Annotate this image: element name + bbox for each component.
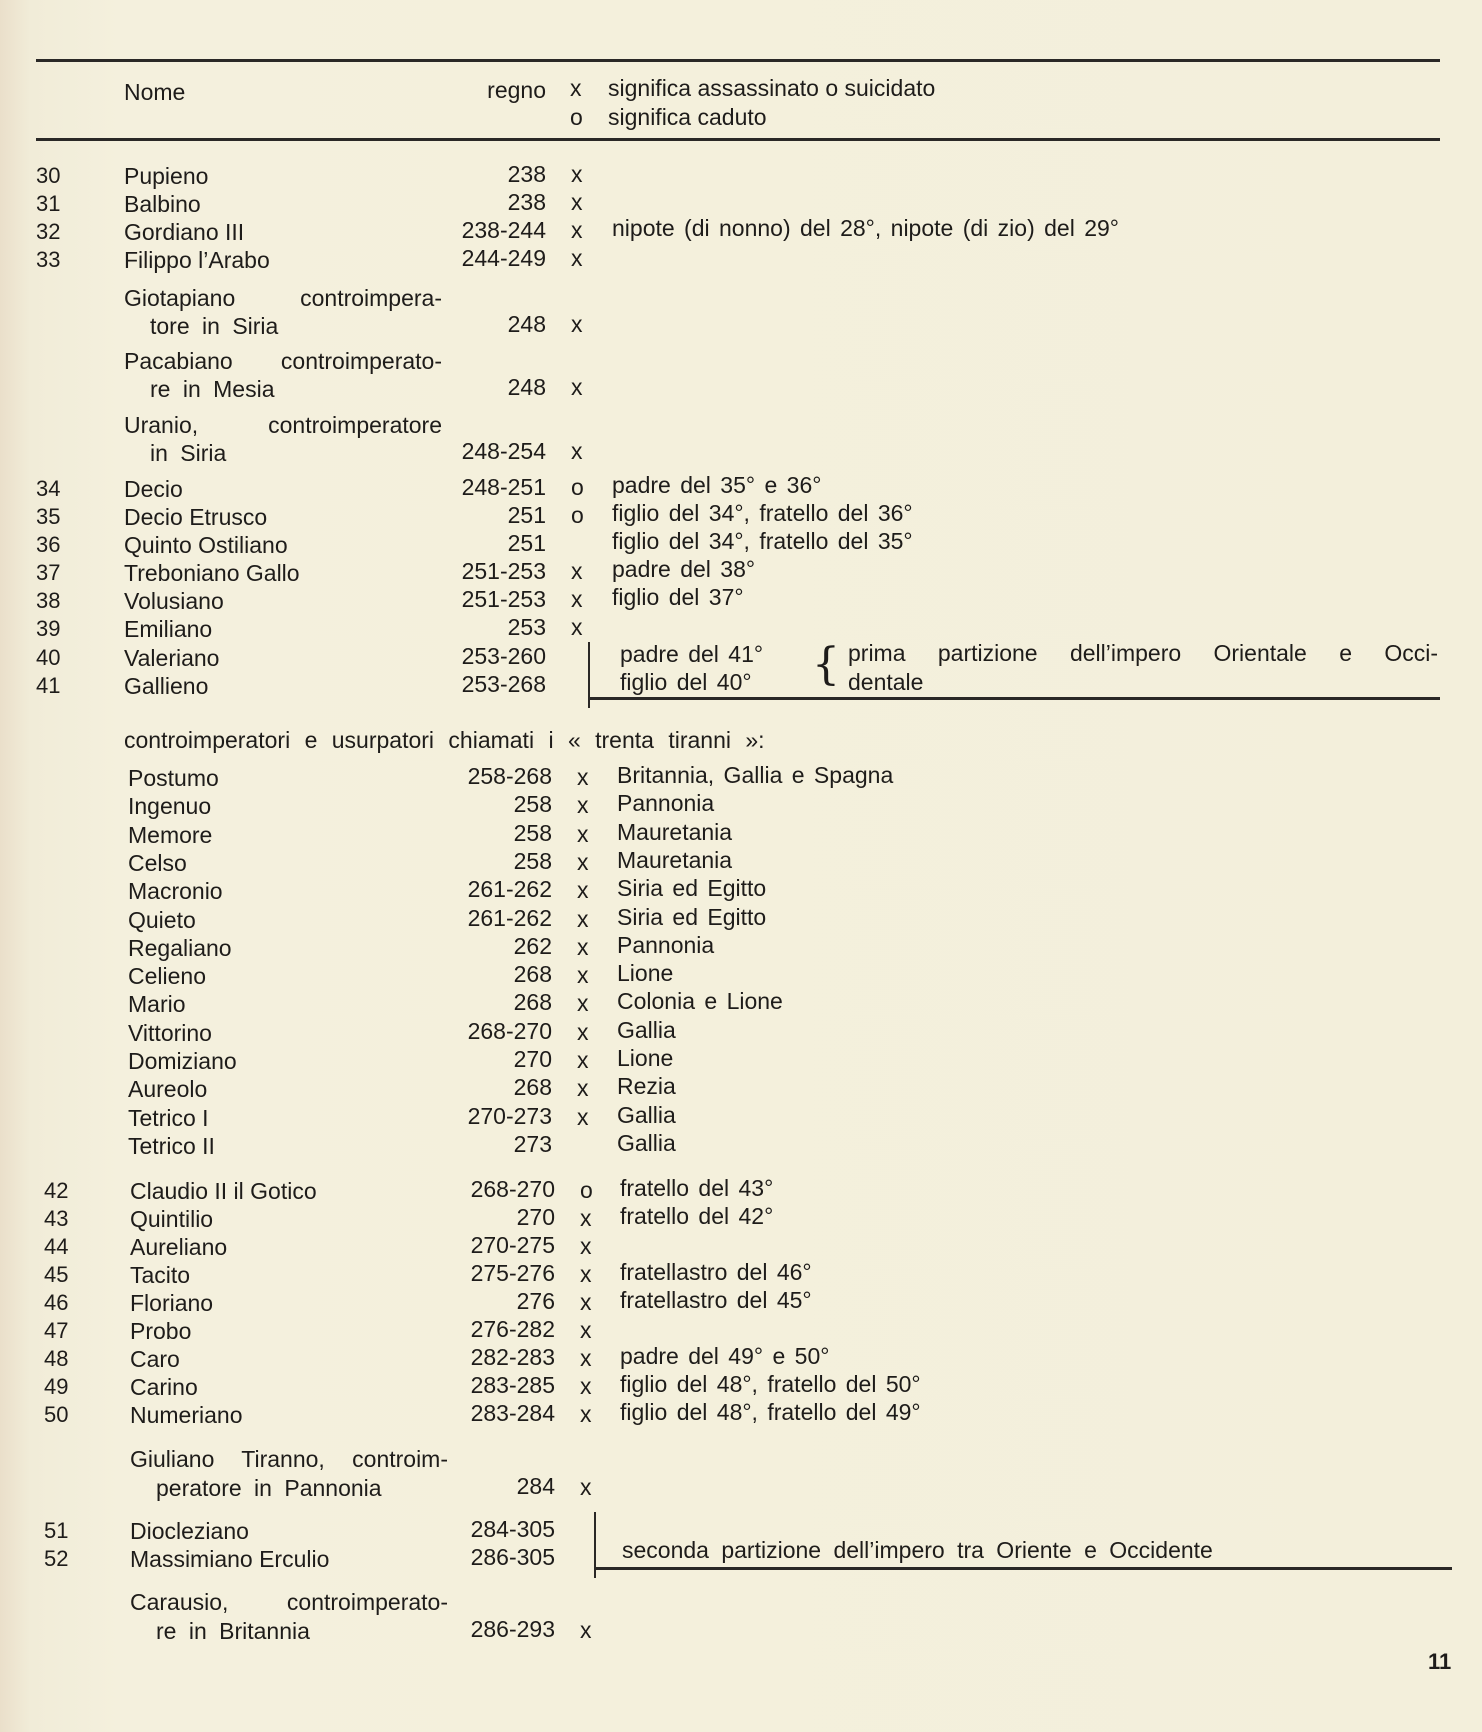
row-mark: x xyxy=(571,558,583,584)
row-mark: x xyxy=(571,217,583,243)
row-number: 39 xyxy=(36,616,61,641)
row-mark: x xyxy=(571,245,583,271)
tyrant-name: Memore xyxy=(128,821,213,848)
row-name-line-2: in Siria xyxy=(150,440,227,466)
partition-2-rule xyxy=(596,1567,1452,1570)
row-reign: 238 xyxy=(507,161,546,187)
row-reign: 251-253 xyxy=(461,558,546,584)
row-number: 34 xyxy=(36,476,61,501)
row-reign: 248 xyxy=(507,311,546,337)
tyrant-region: Mauretania xyxy=(617,818,733,845)
row-name: Decio Etrusco xyxy=(124,504,268,530)
tyrant-reign: 262 xyxy=(513,932,552,959)
row-name-line-1: Pacabiano controimperato- xyxy=(124,348,442,374)
partition-2-text: seconda partizione dell’impero tra Oriente e Occidente xyxy=(622,1537,1213,1563)
row-reign: 251 xyxy=(507,502,546,528)
row-reign: 248-254 xyxy=(461,438,546,464)
row-reign: 238-244 xyxy=(461,217,546,243)
header-name-column: Nome xyxy=(124,79,186,105)
row-reign: 244-249 xyxy=(461,245,546,271)
row-mark: x xyxy=(580,1289,592,1315)
row-name-line-2: peratore in Pannonia xyxy=(156,1475,382,1501)
row-mark: x xyxy=(571,189,583,215)
row-name: Massimiano Erculio xyxy=(130,1546,330,1572)
row-reign: 276 xyxy=(516,1288,555,1314)
row-note: figlio del 34°, fratello del 36° xyxy=(612,500,913,526)
row-name: Decio xyxy=(124,476,183,502)
row-name: Diocleziano xyxy=(130,1518,249,1544)
row-reign: 253 xyxy=(507,614,546,640)
tyrant-name: Tetrico II xyxy=(128,1132,215,1159)
row-name-line-1: Uranio, controimperatore xyxy=(124,412,442,438)
row-reign: 276-282 xyxy=(470,1316,555,1342)
tyrant-mark: x xyxy=(577,933,589,960)
tyrant-reign: 268-270 xyxy=(467,1017,552,1044)
row-name: Pupieno xyxy=(124,163,209,189)
tyrant-reign: 270 xyxy=(513,1046,552,1072)
page-number: 11 xyxy=(1428,1649,1452,1674)
row-name: Emiliano xyxy=(124,616,213,642)
tyrant-reign: 273 xyxy=(513,1130,552,1157)
row-mark: x xyxy=(580,1474,592,1500)
tyrant-region: Pannonia xyxy=(617,790,715,817)
row-note: nipote (di nonno) del 28°, nipote (di zio) del 29° xyxy=(612,215,1119,241)
legend-text-o: significa caduto xyxy=(608,104,767,130)
tyrant-mark: x xyxy=(577,848,589,875)
row-name: Volusiano xyxy=(124,588,224,614)
partition-1-line-1: prima partizione dell’impero Orientale e Occi- xyxy=(848,640,1438,666)
legend-text-x: significa assassinato o suicidato xyxy=(608,75,936,101)
row-name-line-2: re in Mesia xyxy=(150,376,275,402)
tyrant-mark: x xyxy=(577,1018,589,1045)
tyrant-mark: x xyxy=(577,962,589,989)
tyrant-region: Rezia xyxy=(617,1073,676,1100)
tyrant-region: Britannia, Gallia e Spagna xyxy=(617,762,894,788)
row-note: figlio del 37° xyxy=(612,584,744,610)
tyrant-name: Macronio xyxy=(128,878,223,905)
row-number: 33 xyxy=(36,247,61,272)
row-name-line-1: Giotapiano controimpera- xyxy=(124,285,442,311)
row-reign: 253-260 xyxy=(461,643,546,669)
row-number: 36 xyxy=(36,532,61,557)
row-mark: x xyxy=(580,1261,592,1287)
row-reign: 282-283 xyxy=(470,1344,555,1370)
row-number: 51 xyxy=(44,1518,69,1543)
row-mark: x xyxy=(580,1373,592,1399)
row-number: 52 xyxy=(44,1546,69,1571)
row-name-line-1: Giuliano Tiranno, controim- xyxy=(130,1446,448,1472)
row-mark: x xyxy=(580,1617,592,1643)
tyrant-reign: 258-268 xyxy=(467,763,552,789)
row-note: fratello del 42° xyxy=(620,1203,774,1229)
tyrant-name: Tetrico I xyxy=(128,1104,209,1131)
row-number: 30 xyxy=(36,163,61,188)
row-mark: o xyxy=(571,474,584,500)
row-number: 48 xyxy=(44,1346,69,1371)
tyrant-mark: x xyxy=(577,877,589,904)
row-name-line-2: tore in Siria xyxy=(150,313,279,339)
row-reign: 286-305 xyxy=(470,1544,555,1570)
tyrant-name: Regaliano xyxy=(128,934,232,961)
row-name: Balbino xyxy=(124,191,201,217)
row-mark: x xyxy=(580,1345,592,1371)
row-reign: 284 xyxy=(516,1473,555,1499)
row-number: 38 xyxy=(36,588,61,613)
row-mark: x xyxy=(571,374,583,400)
tyrant-name: Postumo xyxy=(128,765,219,791)
tyrant-reign: 268 xyxy=(513,1074,552,1101)
tyrant-region: Mauretania xyxy=(617,846,733,873)
row-number: 35 xyxy=(36,504,61,529)
tyrant-mark: x xyxy=(577,1075,589,1102)
row-reign: 286-293 xyxy=(470,1616,555,1642)
tyrant-reign: 261-262 xyxy=(467,904,552,931)
tyrant-name: Mario xyxy=(128,991,186,1018)
row-name: Tacito xyxy=(130,1262,191,1288)
tyrant-mark: x xyxy=(577,792,589,819)
tyrant-region: Siria ed Egitto xyxy=(617,875,767,902)
tyrant-region: Lione xyxy=(617,1045,674,1071)
tyrant-region: Lione xyxy=(617,960,674,987)
row-mark: x xyxy=(580,1317,592,1343)
row-name-line-1: Carausio, controimperato- xyxy=(130,1589,448,1615)
tyrant-region: Pannonia xyxy=(617,931,715,958)
tyrant-region: Gallia xyxy=(617,1016,676,1043)
row-name: Aureliano xyxy=(130,1234,228,1260)
tyrant-reign: 258 xyxy=(513,847,552,874)
row-name: Filippo l’Arabo xyxy=(124,247,270,273)
row-reign: 283-285 xyxy=(470,1372,555,1398)
row-reign: 238 xyxy=(507,189,546,215)
tyrant-mark: x xyxy=(577,764,589,790)
tyrant-reign: 258 xyxy=(513,819,552,846)
row-number: 46 xyxy=(44,1290,69,1315)
tyrant-name: Celieno xyxy=(128,963,206,990)
tyrant-mark: x xyxy=(577,1103,589,1130)
row-name: Floriano xyxy=(130,1290,214,1316)
tyrant-mark: x xyxy=(577,1047,589,1073)
row-reign: 253-268 xyxy=(461,671,546,697)
row-note: fratellastro del 45° xyxy=(620,1287,812,1313)
row-number: 40 xyxy=(36,645,61,670)
partition-1-rule xyxy=(588,697,1440,700)
row-name: Valeriano xyxy=(124,645,220,671)
row-mark: x xyxy=(571,614,583,640)
row-reign: 248-251 xyxy=(461,474,546,500)
tyrant-region: Gallia xyxy=(617,1101,676,1128)
row-name: Caro xyxy=(130,1346,180,1372)
row-note: padre del 49° e 50° xyxy=(620,1343,830,1369)
row-reign: 251-253 xyxy=(461,586,546,612)
row-note: figlio del 48°, fratello del 49° xyxy=(620,1399,921,1425)
tyrant-name: Quieto xyxy=(128,906,196,933)
row-number: 50 xyxy=(44,1402,69,1427)
tyrant-name: Celso xyxy=(128,849,187,876)
row-name: Probo xyxy=(130,1318,192,1344)
row-reign: 270-275 xyxy=(470,1232,555,1258)
row-reign: 283-284 xyxy=(470,1400,555,1426)
row-mark: x xyxy=(580,1205,592,1231)
row-reign: 275-276 xyxy=(470,1260,555,1286)
tyrant-reign: 258 xyxy=(513,791,552,818)
row-number: 42 xyxy=(44,1178,69,1203)
row-note: figlio del 40° xyxy=(620,669,752,695)
tyrants-heading: controimperatori e usurpatori chiamati i « trenta tiranni »: xyxy=(124,727,765,753)
row-note: padre del 41° xyxy=(620,641,764,667)
row-mark: x xyxy=(580,1233,592,1259)
row-note: fratello del 43° xyxy=(620,1175,774,1201)
tyrant-name: Ingenuo xyxy=(128,793,212,820)
tyrant-mark: x xyxy=(577,905,589,932)
tyrant-reign: 268 xyxy=(513,989,552,1016)
legend-mark-o: o xyxy=(570,104,583,130)
row-reign: 251 xyxy=(507,530,546,556)
tyrant-reign: 261-262 xyxy=(467,876,552,903)
row-name: Treboniano Gallo xyxy=(124,560,300,586)
row-mark: o xyxy=(571,502,584,528)
tyrant-name: Domiziano xyxy=(128,1048,237,1074)
row-mark: x xyxy=(580,1401,592,1427)
tyrant-mark: x xyxy=(577,990,589,1017)
tyrant-mark: x xyxy=(577,820,589,847)
partition-1-line-2: dentale xyxy=(848,669,924,695)
row-number: 43 xyxy=(44,1206,69,1231)
partition-1-brace: { xyxy=(812,639,840,690)
row-name: Gordiano III xyxy=(124,219,245,245)
row-name: Claudio II il Gotico xyxy=(130,1178,317,1204)
row-reign: 268-270 xyxy=(470,1176,555,1202)
tyrant-name: Aureolo xyxy=(128,1076,208,1103)
row-name: Carino xyxy=(130,1374,198,1400)
header-reign-column: regno xyxy=(487,77,546,103)
tyrant-region: Siria ed Egitto xyxy=(617,903,767,930)
row-note: padre del 38° xyxy=(612,556,756,582)
row-number: 31 xyxy=(36,191,61,216)
row-note: figlio del 34°, fratello del 35° xyxy=(612,528,913,554)
tyrant-reign: 270-273 xyxy=(467,1102,552,1129)
header-rule xyxy=(36,138,1440,141)
row-number: 44 xyxy=(44,1234,69,1259)
row-number: 37 xyxy=(36,560,61,585)
row-reign: 248 xyxy=(507,374,546,400)
row-mark: x xyxy=(571,586,583,612)
tyrant-region: Colonia e Lione xyxy=(617,988,783,1015)
row-number: 47 xyxy=(44,1318,69,1343)
row-reign: 270 xyxy=(516,1204,555,1230)
row-name: Quinto Ostiliano xyxy=(124,532,288,558)
row-note: fratellastro del 46° xyxy=(620,1259,812,1285)
row-note: padre del 35° e 36° xyxy=(612,472,822,498)
row-note: figlio del 48°, fratello del 50° xyxy=(620,1371,921,1397)
tyrant-name: Vittorino xyxy=(128,1019,212,1046)
row-mark: x xyxy=(571,438,583,464)
row-name: Numeriano xyxy=(130,1402,243,1428)
row-name: Gallieno xyxy=(124,673,209,699)
tyrant-reign: 268 xyxy=(513,961,552,988)
row-reign: 284-305 xyxy=(470,1516,555,1542)
top-rule xyxy=(36,59,1440,62)
row-mark: o xyxy=(580,1177,593,1203)
tyrant-region: Gallia xyxy=(617,1129,676,1156)
row-name: Quintilio xyxy=(130,1206,214,1232)
row-mark: x xyxy=(571,311,583,337)
row-name-line-2: re in Britannia xyxy=(156,1618,310,1644)
row-number: 41 xyxy=(36,673,61,698)
row-number: 45 xyxy=(44,1262,69,1287)
row-number: 32 xyxy=(36,219,61,244)
row-number: 49 xyxy=(44,1374,69,1399)
row-mark: x xyxy=(571,161,583,187)
legend-mark-x: x xyxy=(570,75,582,101)
